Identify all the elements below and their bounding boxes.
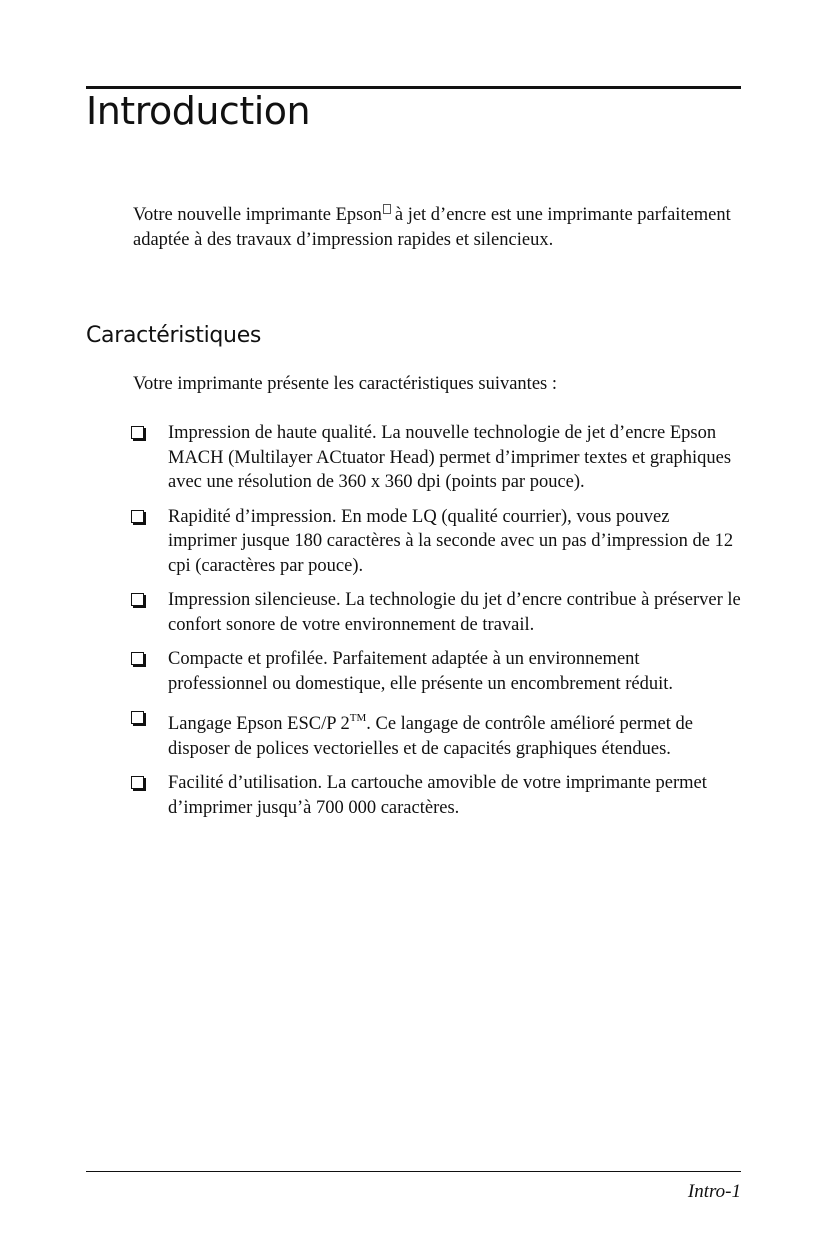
checkbox-bullet-icon — [131, 426, 144, 439]
list-item — [130, 421, 742, 495]
registered-mark-icon — [383, 204, 391, 214]
page-number: Intro-1 — [687, 1181, 741, 1202]
feature-list — [130, 421, 742, 830]
page-title: Introduction — [86, 89, 311, 133]
list-item — [130, 771, 742, 820]
intro-text-end: à jet d’encre est une imprimante parfaitement adaptée à des travaux d’impression rapides et silencieux. — [133, 205, 731, 250]
list-item-text-start: Langage Epson ESC/P 2 — [168, 714, 350, 734]
checkbox-bullet-icon — [131, 711, 144, 724]
list-item — [130, 647, 742, 696]
checkbox-bullet-icon — [131, 652, 144, 665]
list-item-text: Facilité d’utilisation. La cartouche amovible de votre imprimante permet d’imprimer jusqu’à 700 000 caractères. — [168, 773, 707, 818]
checkbox-bullet-icon — [131, 510, 144, 523]
intro-paragraph — [133, 203, 733, 252]
trademark-superscript: TM — [349, 712, 367, 724]
list-item-text: Impression silencieuse. La technologie du jet d’encre contribue à préserver le confort sonore de votre environnement de travail. — [168, 590, 741, 635]
list-item-text-end: . Ce langage de contrôle amélioré permet de disposer de polices vectorielles et de capacités graphiques étendues. — [168, 714, 693, 759]
checkbox-bullet-icon — [131, 593, 144, 606]
list-item-text: Compacte et profilée. Parfaitement adaptée à un environnement professionnel ou domestique, elle présente un encombrement réduit. — [168, 649, 674, 694]
list-item — [130, 505, 742, 579]
bottom-rule — [86, 1171, 741, 1172]
list-item-text: Impression de haute qualité. La nouvelle technologie de jet d’encre Epson MACH (Multilayer ACtuator Head) permet d’imprimer textes et graphiques avec une résolution de 360 x 360 dpi (points par pouce). — [168, 423, 732, 492]
section-lead: Votre imprimante présente les caractéristiques suivantes : — [133, 374, 557, 394]
list-item — [130, 588, 742, 637]
list-item-text: Rapidité d’impression. En mode LQ (qualité courrier), vous pouvez imprimer jusque 180 caractères à la seconde avec un pas d’impression de 12 cpi (caractères par pouce). — [168, 506, 734, 576]
section-heading: Caractéristiques — [86, 323, 262, 348]
intro-text-start: Votre nouvelle imprimante Epson — [133, 205, 382, 225]
list-item — [130, 706, 742, 761]
checkbox-bullet-icon — [131, 776, 144, 789]
